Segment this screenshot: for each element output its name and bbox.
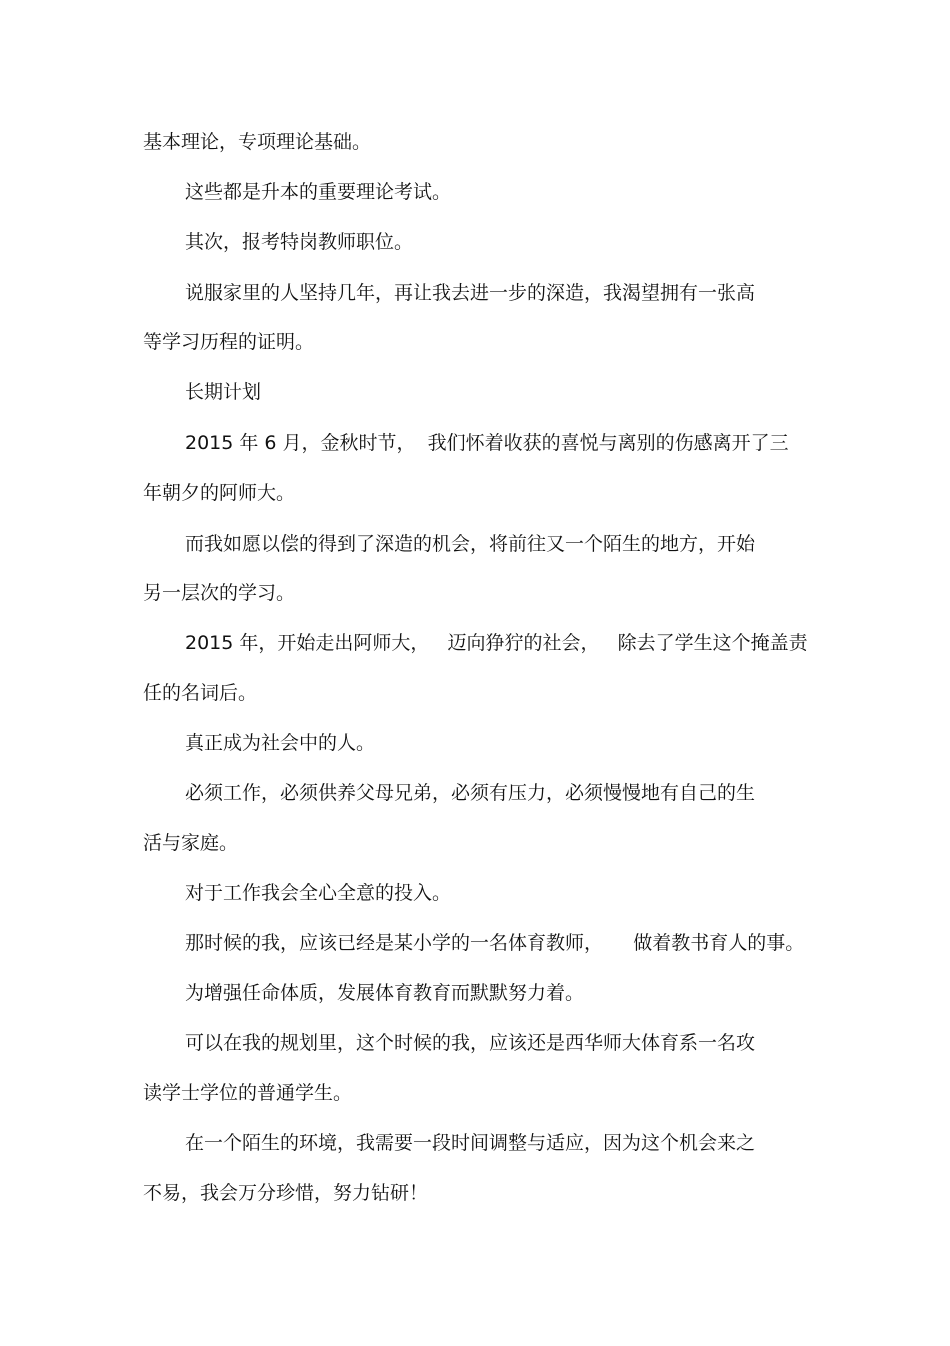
text-line: 这些都是升本的重要理论考试。 (185, 181, 452, 203)
text-line: 等学习历程的证明。 (143, 331, 315, 353)
text-line: 那时候的我，应该已经是某小学的一名体育教师， 做着教书育人的事。 (185, 932, 805, 954)
text-line: 任的名词后。 (143, 682, 258, 704)
section-heading: 长期计划 (185, 381, 262, 403)
text-line: 2015 年，开始走出阿师大， 迈向狰狞的社会， 除去了学生这个掩盖责 (185, 632, 808, 654)
text-line: 年朝夕的阿师大。 (143, 482, 296, 504)
text-line: 说服家里的人坚持几年，再让我去进一步的深造，我渴望拥有一张高 (185, 282, 756, 304)
text-line: 另一层次的学习。 (143, 582, 296, 604)
text-line: 不易，我会万分珍惜，努力钻研！ (143, 1182, 429, 1204)
text-line: 为增强任命体质，发展体育教育而默默努力着。 (185, 982, 585, 1004)
text-line: 而我如愿以偿的得到了深造的机会，将前往又一个陌生的地方，开始 (185, 533, 756, 555)
text-line: 在一个陌生的环境，我需要一段时间调整与适应，因为这个机会来之 (185, 1132, 756, 1154)
text-line: 读学士学位的普通学生。 (143, 1082, 353, 1104)
text-line: 2015 年 6 月，金秋时节， 我们怀着收获的喜悦与离别的伤感离开了三 (185, 432, 789, 454)
text-line: 其次，报考特岗教师职位。 (185, 231, 414, 253)
text-line: 真正成为社会中的人。 (185, 732, 376, 754)
text-line: 对于工作我会全心全意的投入。 (185, 882, 452, 904)
text-line: 活与家庭。 (143, 832, 239, 854)
text-line: 基本理论，专项理论基础。 (143, 131, 372, 153)
text-line: 可以在我的规划里，这个时候的我，应该还是西华师大体育系一名攻 (185, 1032, 756, 1054)
text-line: 必须工作，必须供养父母兄弟，必须有压力，必须慢慢地有自己的生 (185, 782, 756, 804)
